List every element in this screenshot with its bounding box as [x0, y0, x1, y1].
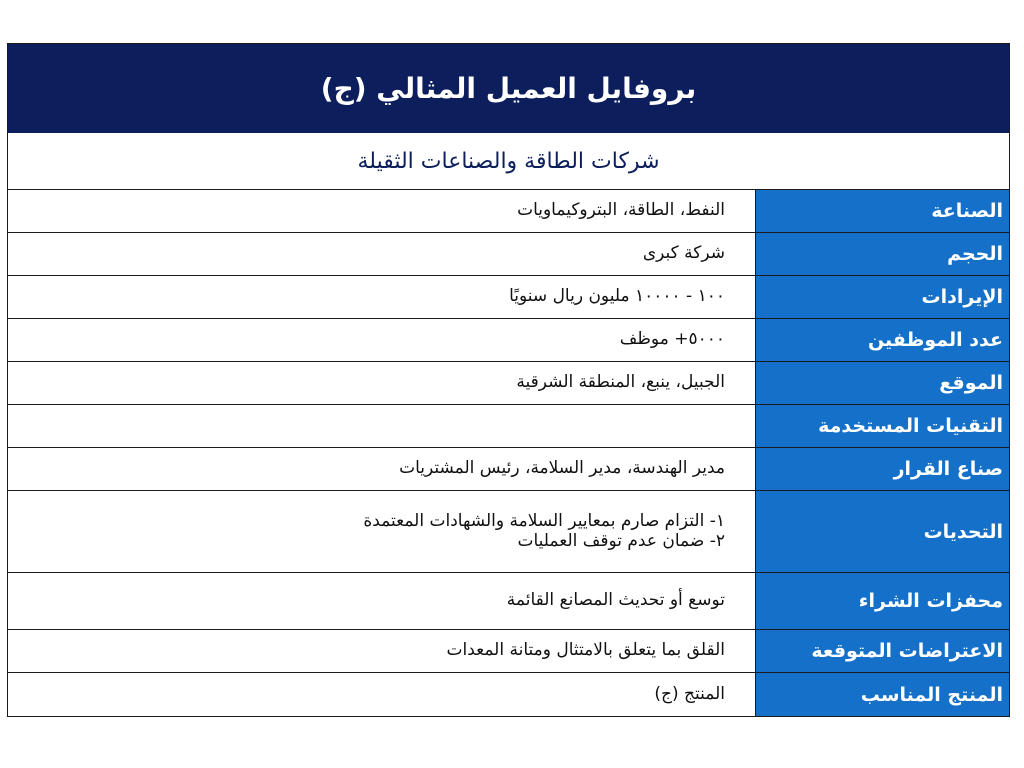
- row-label: التحديات: [755, 491, 1009, 572]
- row-value: [8, 190, 755, 232]
- row-value-line: ٢- ضمان عدم توقف العمليات: [517, 530, 725, 551]
- customer-profile-table: [7, 43, 1010, 717]
- row-value: [8, 448, 755, 490]
- row-purchase-triggers: [8, 573, 1009, 630]
- row-value-line: القلق بما يتعلق بالامتثال ومتانة المعدات: [446, 640, 725, 661]
- row-label: صناع القرار: [755, 448, 1009, 490]
- row-value: [8, 405, 755, 447]
- row-employees: [8, 319, 1009, 362]
- row-value-line: توسع أو تحديث المصانع القائمة: [506, 590, 725, 611]
- row-value-line: ١- التزام صارم بمعايير السلامة والشهادات المعتمدة: [363, 510, 725, 531]
- row-value-line: النفط، الطاقة، البتروكيماويات: [517, 200, 725, 221]
- row-size: [8, 233, 1009, 276]
- row-value: [8, 233, 755, 275]
- profile-title: بروفايل العميل المثالي (ج): [8, 44, 1009, 133]
- row-location: [8, 362, 1009, 405]
- row-label: محفزات الشراء: [755, 573, 1009, 629]
- row-label: الصناعة: [755, 190, 1009, 232]
- profile-subtitle: شركات الطاقة والصناعات الثقيلة: [8, 133, 1009, 190]
- row-value-line: الجبيل، ينبع، المنطقة الشرقية: [516, 372, 725, 393]
- row-value-line: مدير الهندسة، مدير السلامة، رئيس المشتريات: [399, 458, 725, 479]
- row-value-line: ١٠٠ - ١٠٠٠٠ مليون ريال سنويًا: [509, 286, 725, 307]
- row-value: [8, 276, 755, 318]
- row-label: الحجم: [755, 233, 1009, 275]
- row-label: عدد الموظفين: [755, 319, 1009, 361]
- row-challenges: [8, 491, 1009, 573]
- row-value-line: المنتج (ج): [654, 683, 725, 704]
- row-suitable-product: [8, 673, 1009, 716]
- row-value-line: ٥٠٠٠+ موظف: [619, 329, 725, 350]
- row-industry: [8, 190, 1009, 233]
- row-value: [8, 362, 755, 404]
- row-value: [8, 319, 755, 361]
- row-value: [8, 673, 755, 716]
- row-technologies: [8, 405, 1009, 448]
- row-value: [8, 491, 755, 572]
- row-value: [8, 630, 755, 672]
- row-revenue: [8, 276, 1009, 319]
- row-label: التقنيات المستخدمة: [755, 405, 1009, 447]
- row-label: الموقع: [755, 362, 1009, 404]
- row-value: [8, 573, 755, 629]
- row-label: الاعتراضات المتوقعة: [755, 630, 1009, 672]
- row-label: المنتج المناسب: [755, 673, 1009, 716]
- row-value-line: شركة كبرى: [642, 243, 725, 264]
- row-decision-makers: [8, 448, 1009, 491]
- row-objections: [8, 630, 1009, 673]
- row-label: الإيرادات: [755, 276, 1009, 318]
